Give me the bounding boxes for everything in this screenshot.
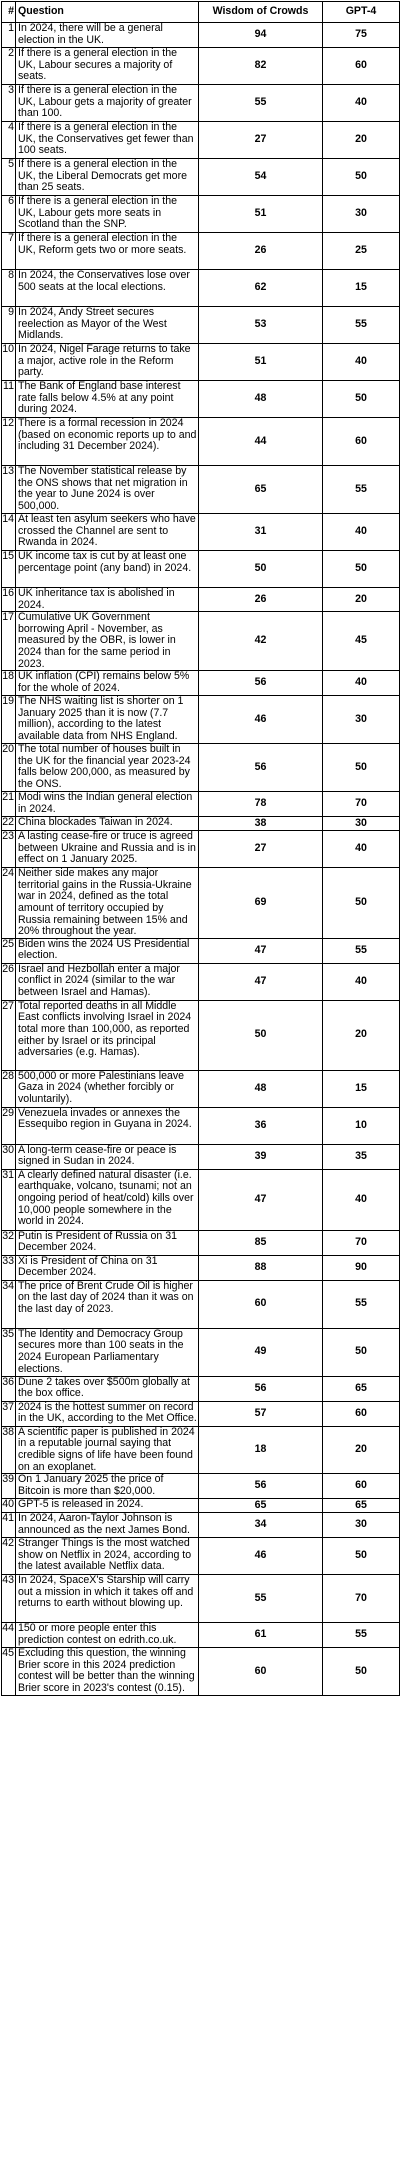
row-number: 45 <box>2 1648 16 1696</box>
gpt4-value: 65 <box>323 1376 400 1401</box>
row-number: 43 <box>2 1575 16 1623</box>
gpt4-value: 20 <box>323 1000 400 1070</box>
gpt4-value: 60 <box>323 418 400 466</box>
gpt4-value: 30 <box>323 817 400 831</box>
row-number: 26 <box>2 963 16 1000</box>
wisdom-of-crowds-value: 56 <box>199 744 323 792</box>
table-row <box>2 307 400 344</box>
wisdom-of-crowds-value: 18 <box>199 1426 323 1473</box>
table-row <box>2 233 400 270</box>
row-number: 15 <box>2 551 16 588</box>
gpt4-value: 70 <box>323 792 400 817</box>
wisdom-of-crowds-value: 49 <box>199 1328 323 1376</box>
row-number: 8 <box>2 270 16 307</box>
question-text: Excluding this question, the winning Brier score in this 2024 prediction contest will be better than the winning Brier score in 2023's contest (0.15). <box>16 1648 199 1696</box>
question-text: If there is a general election in the UK, the Liberal Democrats get more than 25 seats. <box>16 159 199 196</box>
row-number: 31 <box>2 1169 16 1230</box>
row-number: 5 <box>2 159 16 196</box>
gpt4-value: 50 <box>323 1538 400 1575</box>
table-row <box>2 1538 400 1575</box>
gpt4-value: 70 <box>323 1230 400 1255</box>
gpt4-value: 55 <box>323 1623 400 1648</box>
wisdom-of-crowds-value: 27 <box>199 122 323 159</box>
question-text: Stranger Things is the most watched show on Netflix in 2024, according to the latest available Netflix data. <box>16 1538 199 1575</box>
row-number: 39 <box>2 1474 16 1499</box>
table-row <box>2 1376 400 1401</box>
question-text: In 2024, Nigel Farage returns to take a major, active role in the Reform party. <box>16 344 199 381</box>
table-row <box>2 696 400 744</box>
row-number: 35 <box>2 1328 16 1376</box>
row-number: 12 <box>2 418 16 466</box>
table-row <box>2 1328 400 1376</box>
row-number: 17 <box>2 612 16 671</box>
row-number: 11 <box>2 381 16 418</box>
table-row <box>2 744 400 792</box>
table-row <box>2 671 400 696</box>
question-text: Putin is President of Russia on 31 December 2024. <box>16 1230 199 1255</box>
question-text: The price of Brent Crude Oil is higher on the last day of 2024 than it was on the last day of 2023. <box>16 1280 199 1328</box>
gpt4-value: 55 <box>323 307 400 344</box>
gpt4-value: 75 <box>323 23 400 48</box>
gpt4-value: 40 <box>323 831 400 868</box>
table-row <box>2 1107 400 1144</box>
wisdom-of-crowds-value: 46 <box>199 696 323 744</box>
question-text: In 2024, SpaceX's Starship will carry out a mission in which it takes off and returns to earth without blowing up. <box>16 1575 199 1623</box>
row-number: 33 <box>2 1255 16 1280</box>
gpt4-value: 70 <box>323 1575 400 1623</box>
wisdom-of-crowds-value: 51 <box>199 196 323 233</box>
table-body <box>2 23 400 1696</box>
row-number: 14 <box>2 514 16 551</box>
question-text: A clearly defined natural disaster (i.e. earthquake, volcano, tsunami; not an ongoing period of heat/cold) kills over 10,000 people somewhere in the world in 2024. <box>16 1169 199 1230</box>
question-text: A lasting cease-fire or truce is agreed between Ukraine and Russia and is in effect on 1 January 2025. <box>16 831 199 868</box>
wisdom-of-crowds-value: 50 <box>199 1000 323 1070</box>
table-row <box>2 938 400 963</box>
wisdom-of-crowds-value: 78 <box>199 792 323 817</box>
header-question: Question <box>16 2 199 23</box>
question-text: Israel and Hezbollah enter a major conflict in 2024 (similar to the war between Israel and Hamas). <box>16 963 199 1000</box>
question-text: If there is a general election in the UK, Labour gets a majority of greater than 100. <box>16 85 199 122</box>
row-number: 18 <box>2 671 16 696</box>
question-text: GPT-5 is released in 2024. <box>16 1499 199 1513</box>
wisdom-of-crowds-value: 82 <box>199 48 323 85</box>
wisdom-of-crowds-value: 88 <box>199 1255 323 1280</box>
gpt4-value: 50 <box>323 1648 400 1696</box>
gpt4-value: 50 <box>323 159 400 196</box>
table-row <box>2 1230 400 1255</box>
row-number: 10 <box>2 344 16 381</box>
wisdom-of-crowds-value: 65 <box>199 1499 323 1513</box>
wisdom-of-crowds-value: 39 <box>199 1144 323 1169</box>
gpt4-value: 20 <box>323 1426 400 1473</box>
wisdom-of-crowds-value: 53 <box>199 307 323 344</box>
row-number: 2 <box>2 48 16 85</box>
wisdom-of-crowds-value: 38 <box>199 817 323 831</box>
table-row <box>2 1623 400 1648</box>
wisdom-of-crowds-value: 36 <box>199 1107 323 1144</box>
table-row <box>2 466 400 514</box>
table-row <box>2 1144 400 1169</box>
row-number: 21 <box>2 792 16 817</box>
question-text: Neither side makes any major territorial gains in the Russia-Ukraine war in 2024, defined as the total amount of territory occupied by Russia remaining between 15% and 20% throughout the year. <box>16 868 199 939</box>
question-text: Venezuela invades or annexes the Essequibo region in Guyana in 2024. <box>16 1107 199 1144</box>
question-text: Dune 2 takes over $500m globally at the box office. <box>16 1376 199 1401</box>
gpt4-value: 40 <box>323 1169 400 1230</box>
question-text: In 2024, the Conservatives lose over 500 seats at the local elections. <box>16 270 199 307</box>
row-number: 24 <box>2 868 16 939</box>
row-number: 19 <box>2 696 16 744</box>
table-row <box>2 159 400 196</box>
row-number: 22 <box>2 817 16 831</box>
gpt4-value: 30 <box>323 696 400 744</box>
gpt4-value: 60 <box>323 48 400 85</box>
gpt4-value: 55 <box>323 938 400 963</box>
gpt4-value: 50 <box>323 744 400 792</box>
gpt4-value: 40 <box>323 671 400 696</box>
gpt4-value: 50 <box>323 868 400 939</box>
wisdom-of-crowds-value: 27 <box>199 831 323 868</box>
question-text: Cumulative UK Government borrowing April - November, as measured by the OBR, is lower in 2024 than for the same period in 2023. <box>16 612 199 671</box>
wisdom-of-crowds-value: 42 <box>199 612 323 671</box>
wisdom-of-crowds-value: 34 <box>199 1513 323 1538</box>
row-number: 23 <box>2 831 16 868</box>
row-number: 30 <box>2 1144 16 1169</box>
row-number: 27 <box>2 1000 16 1070</box>
table-row <box>2 344 400 381</box>
question-text: 2024 is the hottest summer on record in the UK, according to the Met Office. <box>16 1401 199 1426</box>
gpt4-value: 30 <box>323 1513 400 1538</box>
question-text: UK inheritance tax is abolished in 2024. <box>16 588 199 612</box>
question-text: The November statistical release by the ONS shows that net migration in the year to June 2024 is over 500,000. <box>16 466 199 514</box>
question-text: Total reported deaths in all Middle East conflicts involving Israel in 2024 total more than 100,000, as reported either by Israel or its principal adversaries (e.g. Hamas). <box>16 1000 199 1070</box>
row-number: 1 <box>2 23 16 48</box>
wisdom-of-crowds-value: 26 <box>199 233 323 270</box>
row-number: 41 <box>2 1513 16 1538</box>
gpt4-value: 90 <box>323 1255 400 1280</box>
table-row <box>2 122 400 159</box>
table-row <box>2 792 400 817</box>
table-row <box>2 1474 400 1499</box>
gpt4-value: 30 <box>323 196 400 233</box>
row-number: 20 <box>2 744 16 792</box>
wisdom-of-crowds-value: 65 <box>199 466 323 514</box>
table-row <box>2 831 400 868</box>
question-text: 150 or more people enter this prediction contest on edrith.co.uk. <box>16 1623 199 1648</box>
question-text: China blockades Taiwan in 2024. <box>16 817 199 831</box>
table-row <box>2 1513 400 1538</box>
header-wisdom-of-crowds: Wisdom of Crowds <box>199 2 323 23</box>
wisdom-of-crowds-value: 61 <box>199 1623 323 1648</box>
gpt4-value: 60 <box>323 1401 400 1426</box>
gpt4-value: 25 <box>323 233 400 270</box>
wisdom-of-crowds-value: 51 <box>199 344 323 381</box>
table-row <box>2 418 400 466</box>
table-row <box>2 48 400 85</box>
question-text: At least ten asylum seekers who have crossed the Channel are sent to Rwanda in 2024. <box>16 514 199 551</box>
table-row <box>2 1648 400 1696</box>
question-text: The total number of houses built in the UK for the financial year 2023-24 falls below 200,000, as measured by the ONS. <box>16 744 199 792</box>
wisdom-of-crowds-value: 55 <box>199 1575 323 1623</box>
wisdom-of-crowds-value: 57 <box>199 1401 323 1426</box>
table-row <box>2 612 400 671</box>
gpt4-value: 40 <box>323 85 400 122</box>
wisdom-of-crowds-value: 26 <box>199 588 323 612</box>
predictions-table <box>1 1 400 1696</box>
gpt4-value: 10 <box>323 1107 400 1144</box>
question-text: On 1 January 2025 the price of Bitcoin is more than $20,000. <box>16 1474 199 1499</box>
table-row <box>2 1280 400 1328</box>
wisdom-of-crowds-value: 60 <box>199 1280 323 1328</box>
row-number: 42 <box>2 1538 16 1575</box>
row-number: 13 <box>2 466 16 514</box>
gpt4-value: 65 <box>323 1499 400 1513</box>
row-number: 37 <box>2 1401 16 1426</box>
row-number: 9 <box>2 307 16 344</box>
gpt4-value: 20 <box>323 122 400 159</box>
table-row <box>2 270 400 307</box>
question-text: 500,000 or more Palestinians leave Gaza in 2024 (whether forcibly or voluntarily). <box>16 1070 199 1107</box>
wisdom-of-crowds-value: 46 <box>199 1538 323 1575</box>
wisdom-of-crowds-value: 60 <box>199 1648 323 1696</box>
gpt4-value: 50 <box>323 1328 400 1376</box>
row-number: 29 <box>2 1107 16 1144</box>
gpt4-value: 50 <box>323 381 400 418</box>
row-number: 34 <box>2 1280 16 1328</box>
row-number: 38 <box>2 1426 16 1473</box>
table-row <box>2 1575 400 1623</box>
question-text: If there is a general election in the UK, Labour secures a majority of seats. <box>16 48 199 85</box>
table-row <box>2 963 400 1000</box>
header-row <box>2 2 400 23</box>
row-number: 16 <box>2 588 16 612</box>
row-number: 3 <box>2 85 16 122</box>
wisdom-of-crowds-value: 56 <box>199 1376 323 1401</box>
row-number: 28 <box>2 1070 16 1107</box>
gpt4-value: 20 <box>323 588 400 612</box>
wisdom-of-crowds-value: 44 <box>199 418 323 466</box>
wisdom-of-crowds-value: 47 <box>199 1169 323 1230</box>
table-row <box>2 1401 400 1426</box>
table-row <box>2 1169 400 1230</box>
question-text: Xi is President of China on 31 December 2024. <box>16 1255 199 1280</box>
gpt4-value: 45 <box>323 612 400 671</box>
table-row <box>2 1000 400 1070</box>
table-row <box>2 1426 400 1473</box>
row-number: 44 <box>2 1623 16 1648</box>
row-number: 40 <box>2 1499 16 1513</box>
wisdom-of-crowds-value: 47 <box>199 938 323 963</box>
question-text: If there is a general election in the UK, Labour gets more seats in Scotland than the SNP. <box>16 196 199 233</box>
wisdom-of-crowds-value: 31 <box>199 514 323 551</box>
row-number: 36 <box>2 1376 16 1401</box>
question-text: The Identity and Democracy Group secures more than 100 seats in the 2024 European Parliamentary elections. <box>16 1328 199 1376</box>
table-row <box>2 1499 400 1513</box>
wisdom-of-crowds-value: 55 <box>199 85 323 122</box>
question-text: In 2024, Aaron-Taylor Johnson is announced as the next James Bond. <box>16 1513 199 1538</box>
table-row <box>2 1070 400 1107</box>
question-text: If there is a general election in the UK, the Conservatives get fewer than 100 seats. <box>16 122 199 159</box>
table-row <box>2 381 400 418</box>
row-number: 32 <box>2 1230 16 1255</box>
gpt4-value: 60 <box>323 1474 400 1499</box>
gpt4-value: 55 <box>323 1280 400 1328</box>
table-row <box>2 85 400 122</box>
gpt4-value: 40 <box>323 963 400 1000</box>
question-text: In 2024, there will be a general election in the UK. <box>16 23 199 48</box>
row-number: 25 <box>2 938 16 963</box>
header-gpt4: GPT-4 <box>323 2 400 23</box>
wisdom-of-crowds-value: 85 <box>199 1230 323 1255</box>
gpt4-value: 35 <box>323 1144 400 1169</box>
table-row <box>2 588 400 612</box>
wisdom-of-crowds-value: 48 <box>199 381 323 418</box>
table-row <box>2 868 400 939</box>
gpt4-value: 40 <box>323 514 400 551</box>
question-text: UK income tax is cut by at least one percentage point (any band) in 2024. <box>16 551 199 588</box>
wisdom-of-crowds-value: 48 <box>199 1070 323 1107</box>
gpt4-value: 50 <box>323 551 400 588</box>
gpt4-value: 15 <box>323 1070 400 1107</box>
gpt4-value: 55 <box>323 466 400 514</box>
question-text: There is a formal recession in 2024 (based on economic reports up to and including 31 December 2024). <box>16 418 199 466</box>
table-row <box>2 23 400 48</box>
table-row <box>2 1255 400 1280</box>
header-number: # <box>2 2 16 23</box>
table-row <box>2 196 400 233</box>
wisdom-of-crowds-value: 94 <box>199 23 323 48</box>
table-row <box>2 817 400 831</box>
gpt4-value: 40 <box>323 344 400 381</box>
question-text: A scientific paper is published in 2024 in a reputable journal saying that credible signs of life have been found on an exoplanet. <box>16 1426 199 1473</box>
question-text: The Bank of England base interest rate falls below 4.5% at any point during 2024. <box>16 381 199 418</box>
question-text: The NHS waiting list is shorter on 1 January 2025 than it is now (7.7 million), according to the latest available data from NHS England. <box>16 696 199 744</box>
wisdom-of-crowds-value: 69 <box>199 868 323 939</box>
wisdom-of-crowds-value: 47 <box>199 963 323 1000</box>
question-text: Biden wins the 2024 US Presidential election. <box>16 938 199 963</box>
question-text: Modi wins the Indian general election in 2024. <box>16 792 199 817</box>
question-text: In 2024, Andy Street secures reelection as Mayor of the West Midlands. <box>16 307 199 344</box>
table-row <box>2 551 400 588</box>
wisdom-of-crowds-value: 50 <box>199 551 323 588</box>
gpt4-value: 15 <box>323 270 400 307</box>
table-row <box>2 514 400 551</box>
wisdom-of-crowds-value: 62 <box>199 270 323 307</box>
question-text: UK inflation (CPI) remains below 5% for the whole of 2024. <box>16 671 199 696</box>
row-number: 6 <box>2 196 16 233</box>
wisdom-of-crowds-value: 56 <box>199 1474 323 1499</box>
question-text: If there is a general election in the UK, Reform gets two or more seats. <box>16 233 199 270</box>
wisdom-of-crowds-value: 56 <box>199 671 323 696</box>
row-number: 4 <box>2 122 16 159</box>
row-number: 7 <box>2 233 16 270</box>
question-text: A long-term cease-fire or peace is signed in Sudan in 2024. <box>16 1144 199 1169</box>
wisdom-of-crowds-value: 54 <box>199 159 323 196</box>
